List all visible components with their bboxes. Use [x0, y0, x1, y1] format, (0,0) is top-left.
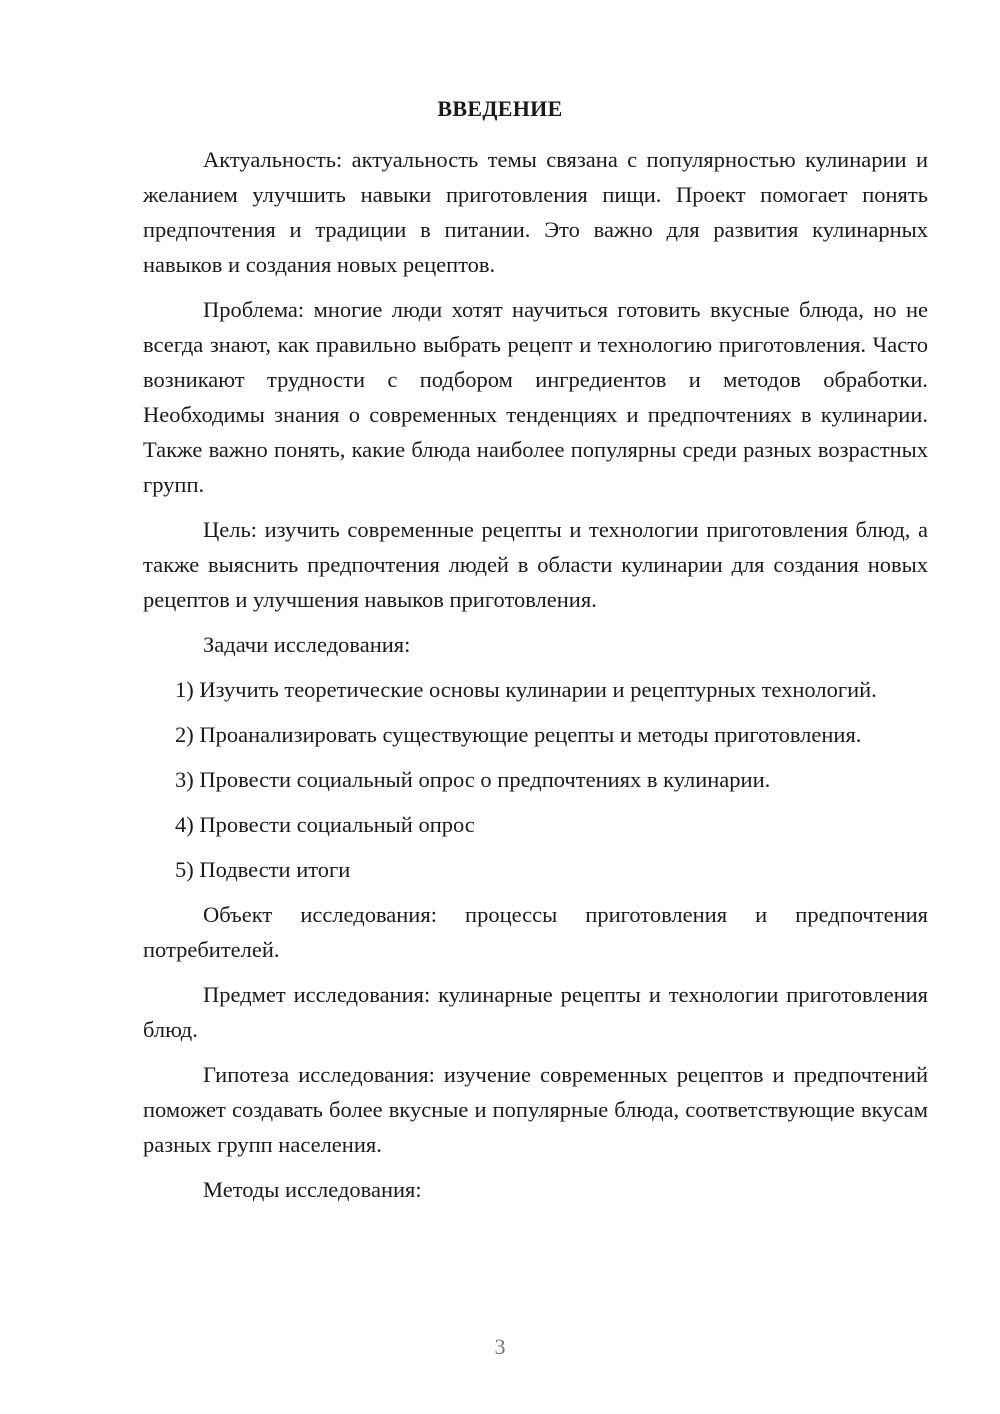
paragraph-tasks-heading: Задачи исследования:	[203, 632, 411, 657]
task-item-5: 5) Подвести итоги	[175, 857, 351, 882]
paragraph-goal: Цель: изучить современные рецепты и технологии приготовления блюд, а также выяснить предпочтения людей в области кулинарии для создания новых рецептов и улучшения навыков приготовления.	[143, 517, 928, 612]
paragraph-relevance: Актуальность: актуальность темы связана с популярностью кулинарии и желанием улучшить навыки приготовления пищи. Проект помогает понять предпочтения и традиции в питании. Это важно для развития кулинарных навыков и создания новых рецептов.	[143, 147, 928, 277]
page-number: 3	[494, 1334, 506, 1359]
paragraph-subject: Предмет исследования: кулинарные рецепты и технологии приготовления блюд.	[143, 982, 928, 1042]
paragraph-hypothesis: Гипотеза исследования: изучение современных рецептов и предпочтений поможет создавать более вкусные и популярные блюда, соответствующие вкусам разных групп населения.	[143, 1062, 928, 1157]
task-item-2: 2) Проанализировать существующие рецепты и методы приготовления.	[175, 722, 862, 747]
paragraph-methods: Методы исследования:	[203, 1177, 422, 1202]
task-item-3: 3) Провести социальный опрос о предпочтениях в кулинарии.	[175, 767, 771, 792]
document-body	[143, 142, 928, 1217]
task-item-4: 4) Провести социальный опрос	[175, 812, 475, 837]
paragraph-problem: Проблема: многие люди хотят научиться готовить вкусные блюда, но не всегда знают, как правильно выбрать рецепт и технологию приготовления. Часто возникают трудности с подбором ингредиентов и методов обработки. Необходимы знания о современных тенденциях и предпочтениях в кулинарии. Также важно понять, какие блюда наиболее популярны среди разных возрастных групп.	[143, 297, 928, 497]
paragraph-object: Объект исследования: процессы приготовления и предпочтения потребителей.	[143, 902, 928, 962]
page-heading: ВВЕДЕНИЕ	[437, 96, 563, 121]
task-item-1: 1) Изучить теоретические основы кулинарии и рецептурных технологий.	[175, 677, 877, 702]
